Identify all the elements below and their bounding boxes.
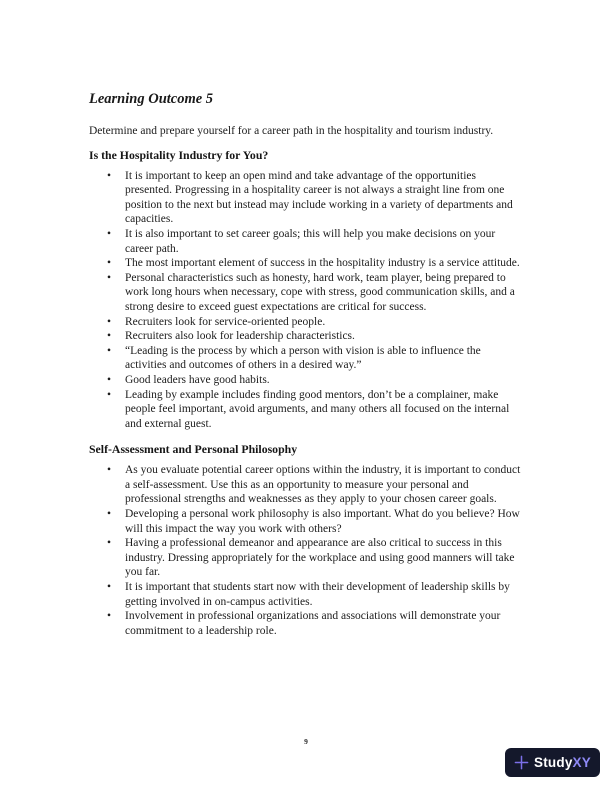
list-item: • It is important to keep an open mind and take advantage of the opportunities presented. Progressing in a hospitality career is not always a straight line from one position to the next but instead may include working in a variety of departments and capacities. (125, 169, 523, 227)
list-item: • Recruiters also look for leadership characteristics. (125, 329, 523, 344)
logo-text (534, 755, 591, 770)
page-content (89, 90, 523, 649)
intro-paragraph: Determine and prepare yourself for a career path in the hospitality and tourism industry. (89, 125, 494, 137)
list-item: • It is also important to set career goals; this will help you make decisions on your career path. (125, 227, 523, 256)
studyxy-logo (505, 748, 600, 777)
section-heading-self-assessment: Self-Assessment and Personal Philosophy (89, 442, 298, 457)
list-item: • Personal characteristics such as honesty, hard work, team player, being prepared to work long hours when necessary, cope with stress, good communication skills, and a strong desire to exceed guest expectations are critical for success. (125, 271, 523, 315)
plus-icon (514, 755, 529, 770)
list-item: • It is important that students start now with their development of leadership skills by getting involved in on-campus activities. (125, 580, 523, 609)
logo-text-accent: XY (572, 755, 591, 770)
list-item: • Involvement in professional organizations and associations will demonstrate your commitment to a leadership role. (125, 609, 523, 638)
page-title: Learning Outcome 5 (89, 91, 214, 107)
list-item: • Good leaders have good habits. (125, 373, 523, 388)
list-item: • Recruiters look for service-oriented people. (125, 315, 523, 330)
bullet-list-hospitality (89, 169, 523, 432)
page-number: 9 (304, 737, 308, 746)
list-item: • The most important element of success in the hospitality industry is a service attitude. (125, 256, 523, 271)
logo-text-primary: Study (534, 755, 573, 770)
list-item: • “Leading is the process by which a person with vision is able to influence the activities and outcomes of others in a desired way.” (125, 344, 523, 373)
list-item: • As you evaluate potential career options within the industry, it is important to conduct a self-assessment. Use this as an opportunity to measure your personal and professional strengths and weaknesses as they apply to your chosen career goals. (125, 463, 523, 507)
list-item: • Having a professional demeanor and appearance are also critical to success in this industry. Dressing appropriately for the workplace and using good manners will take you far. (125, 536, 523, 580)
bullet-list-self-assessment (89, 463, 523, 638)
list-item: • Developing a personal work philosophy is also important. What do you believe? How will this impact the way you work with others? (125, 507, 523, 536)
list-item: • Leading by example includes finding good mentors, don’t be a complainer, make people feel important, avoid arguments, and many others all focused on the internal and external guest. (125, 388, 523, 432)
section-heading-hospitality: Is the Hospitality Industry for You? (89, 147, 269, 162)
